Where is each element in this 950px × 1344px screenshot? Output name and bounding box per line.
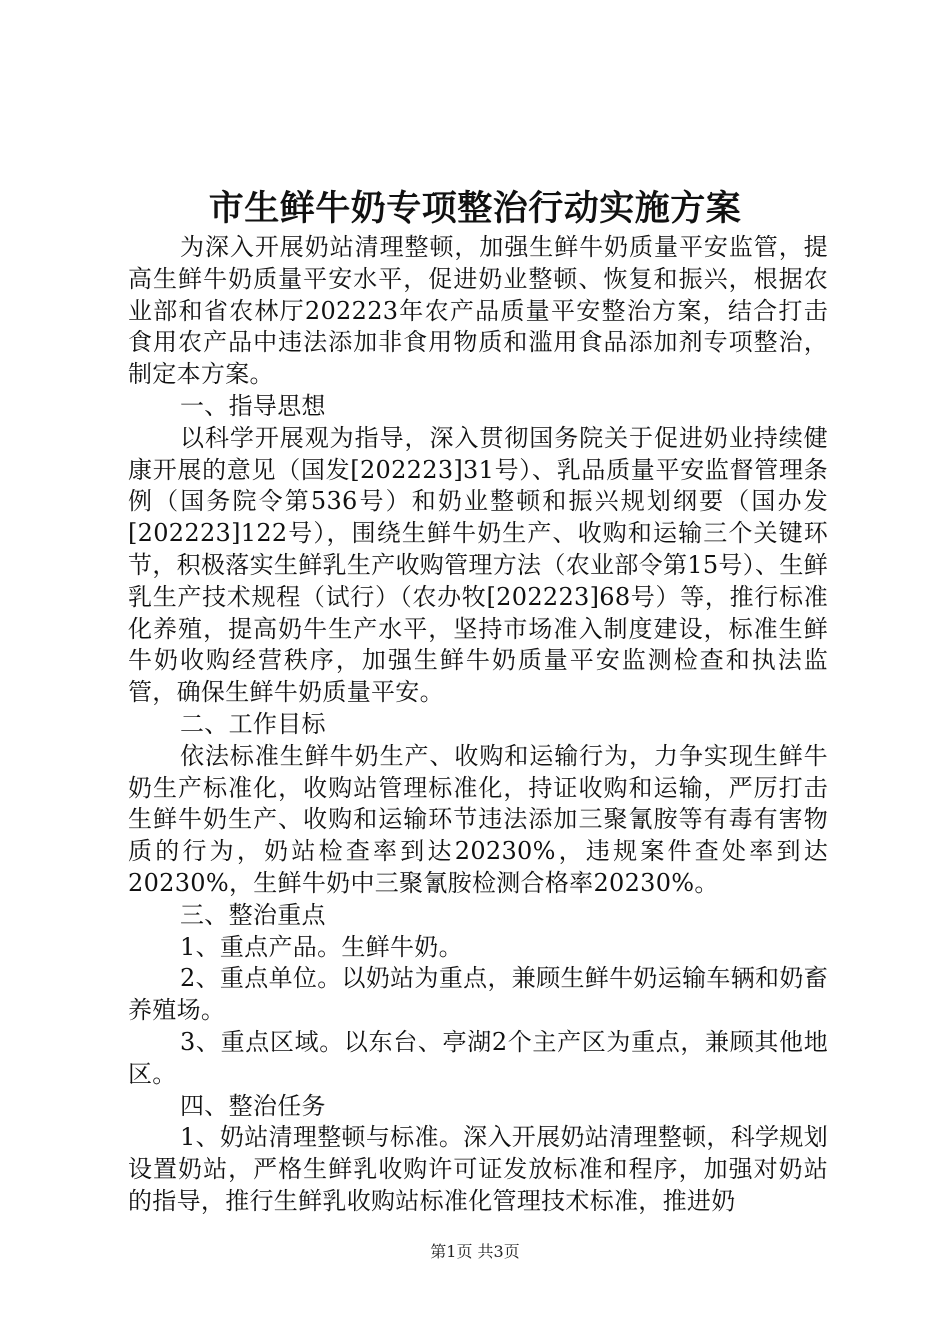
section-paragraph-work-goals: 依法标准生鲜牛奶生产、收购和运输行为，力争实现生鲜牛奶生产标准化，收购站管理标准化，持证收购和运输，严厉打击生鲜牛奶生产、收购和运输环节违法添加三聚氰胺等有毒有害物质的行为，奶站检查率到达20230%，违规案件查处率到达20230%，生鲜牛奶中三聚氰胺检测合格率20230%。 — [128, 741, 828, 897]
key-point-item-units: 2、重点单位。以奶站为重点，兼顾生鲜牛奶运输车辆和奶畜养殖场。 — [128, 964, 828, 1025]
document-title: 市生鲜牛奶专项整治行动实施方案 — [208, 188, 742, 229]
key-point-item-regions: 3、重点区域。以东台、亭湖2个主产区为重点，兼顾其他地区。 — [128, 1027, 828, 1088]
section-heading-work-goals: 二、工作目标 — [180, 709, 326, 738]
section-paragraph-guiding-ideology: 以科学开展观为指导，深入贯彻国务院关于促进奶业持续健康开展的意见（国发[202223]31号）、乳品质量平安监督管理条例（国务院令第536号）和奶业整顿和振兴规划纲要（国办发[202223]122号），围绕生鲜牛奶生产、收购和运输三个关键环节，积极落实生鲜乳生产收购管理方法（农业部令第15号）、生鲜乳生产技术规程（试行）（农办牧[202223]68号）等，推行标准化养殖，提高奶牛生产水平，坚持市场准入制度建设，标准生鲜牛奶收购经营秩序，加强生鲜牛奶质量平安监测检查和执法监管，确保生鲜牛奶质量平安。 — [128, 423, 828, 707]
key-point-item-products: 1、重点产品。生鲜牛奶。 — [180, 932, 463, 961]
intro-paragraph: 为深入开展奶站清理整顿，加强生鲜牛奶质量平安监管，提高生鲜牛奶质量平安水平，促进奶业整顿、恢复和振兴，根据农业部和省农林厅202223年农产品质量平安整治方案，结合打击食用农产品中违法添加非食用物质和滥用食品添加剂专项整治，制定本方案。 — [128, 233, 828, 389]
section-heading-guiding-ideology: 一、指导思想 — [180, 391, 326, 420]
page-number-footer: 第1页 共3页 — [430, 1242, 520, 1261]
section-heading-key-points: 三、整治重点 — [180, 900, 326, 929]
section-heading-tasks: 四、整治任务 — [180, 1091, 326, 1120]
task-item-milk-station: 1、奶站清理整顿与标准。深入开展奶站清理整顿，科学规划设置奶站，严格生鲜乳收购许可证发放标准和程序，加强对奶站的指导，推行生鲜乳收购站标准化管理技术标准，推进奶 — [128, 1123, 828, 1215]
document-body — [128, 232, 828, 1218]
